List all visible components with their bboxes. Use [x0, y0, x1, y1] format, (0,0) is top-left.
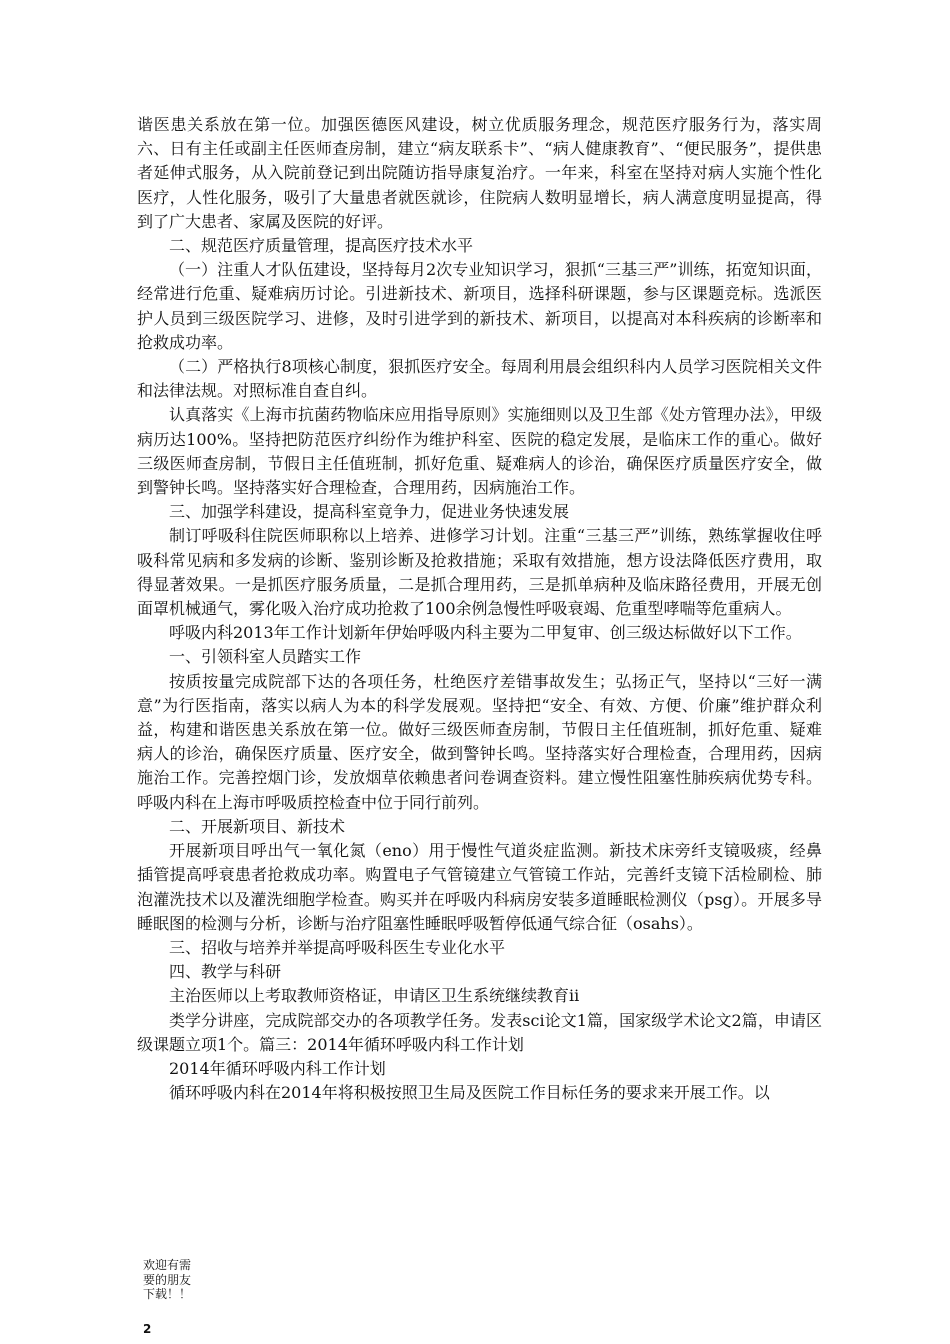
paragraph: （一）注重人才队伍建设，坚持每月2次专业知识学习，狠抓“三基三严”训练，拓宽知识面，经常进行危重、疑难病历讨论。引进新技术、新项目，选择科研课题，参与区课题竞标。选派医护人员到三级医院学习、进修，及时引进学到的新技术、新项目，以提高对本科疾病的诊断率和抢救成功率。 — [137, 260, 822, 352]
paragraph: 三、招收与培养并举提高呼吸科医生专业化水平 — [169, 937, 506, 957]
paragraph: 主治医师以上考取教师资格证，申请区卫生系统继续教育ii — [169, 986, 580, 1006]
page-number: 2 — [143, 1322, 152, 1336]
paragraph: 循环呼吸内科在2014年将积极按照卫生局及医院工作目标任务的要求来开展工作。以 — [169, 1083, 770, 1103]
paragraph: 一、引领科室人员踏实工作 — [169, 647, 362, 667]
paragraph: 2014年循环呼吸内科工作计划 — [169, 1058, 386, 1078]
paragraph: 二、开展新项目、新技术 — [169, 816, 346, 836]
paragraph: 认真落实《上海市抗菌药物临床应用指导原则》实施细则以及卫生部《处方管理办法》，甲级病历达100%。坚持把防范医疗纠纷作为维护科室、医院的稳定发展，是临床工作的重心。做好三级医师查房制，节假日主任值班制，抓好危重、疑难病人的诊治，确保医疗质量医疗安全，做到警钟长鸣。坚持落实好合理检查，合理用药，因病施治工作。 — [137, 405, 822, 498]
paragraph: 开展新项目呼出气一氧化氮（eno）用于慢性气道炎症监测。新技术床旁纤支镜吸痰，经鼻插管提高呼衰患者抢救成功率。购置电子气管镜建立气管镜工作站，完善纤支镜下活检刷检、肺泡灌洗技术以及灌洗细胞学检查。购买并在呼吸内科病房安装多道睡眠检测仪（psg）。开展多导睡眠图的检测与分析，诊断与治疗阻塞性睡眠呼吸暂停低通气综合征（osahs）。 — [137, 841, 822, 933]
paragraph: （二）严格执行8项核心制度，狠抓医疗安全。每周利用晨会组织科内人员学习医院相关文件和法律法规。对照标准自查自纠。 — [137, 357, 822, 401]
paragraph: 类学分讲座，完成院部交办的各项教学任务。发表sci论文1篇，国家级学术论文2篇，申请区级课题立项1个。篇三：2014年循环呼吸内科工作计划 — [137, 1010, 822, 1054]
footer-note: 欢迎有需要的朋友下载！！ — [143, 1258, 192, 1301]
paragraph: 制订呼吸科住院医师职称以上培养、进修学习计划。注重“三基三严”训练，熟练掌握收住呼吸科常见病和多发病的诊断、鉴别诊断及抢救措施；采取有效措施，想方设法降低医疗费用，取得显著效果。一是抓医疗服务质量，二是抓合理用药，三是抓单病种及临床路径费用，开展无创面罩机械通气，雾化吸入治疗成功抢救了100余例急慢性呼吸衰竭、危重型哮喘等危重病人。 — [137, 526, 822, 619]
document-body — [137, 113, 822, 1105]
paragraph: 呼吸内科2013年工作计划新年伊始呼吸内科主要为二甲复审、创三级达标做好以下工作。 — [169, 623, 802, 643]
paragraph: 二、规范医疗质量管理，提高医疗技术水平 — [169, 236, 474, 256]
paragraph: 谐医患关系放在第一位。加强医德医风建设，树立优质服务理念，规范医疗服务行为，落实周六、日有主任或副主任医师查房制，建立“病友联系卡”、“病人健康教育”、“便民服务”，提供患者延伸式服务，从入院前登记到出院随访指导康复治疗。一年来，科室在坚持对病人实施个性化医疗，人性化服务，吸引了大量患者就医就诊，住院病人数明显增长，病人满意度明显提高，得到了广大患者、家属及医院的好评。 — [137, 115, 822, 231]
paragraph: 按质按量完成院部下达的各项任务，杜绝医疗差错事故发生；弘扬正气，坚持以“三好一满意”为行医指南，落实以病人为本的科学发展观。坚持把“安全、有效、方便、价廉”维护群众利益，构建和谐医患关系放在第一位。做好三级医师查房制，节假日主任值班制，抓好危重、疑难病人的诊治，确保医疗质量、医疗安全，做到警钟长鸣。坚持落实好合理检查，合理用药，因病施治工作。完善控烟门诊，发放烟草依赖患者问卷调查资料。建立慢性阻塞性肺疾病优势专科。呼吸内科在上海市呼吸质控检查中位于同行前列。 — [137, 671, 822, 812]
paragraph: 四、教学与科研 — [169, 962, 282, 982]
paragraph: 三、加强学科建设，提高科室竟争力，促进业务快速发展 — [169, 502, 570, 522]
